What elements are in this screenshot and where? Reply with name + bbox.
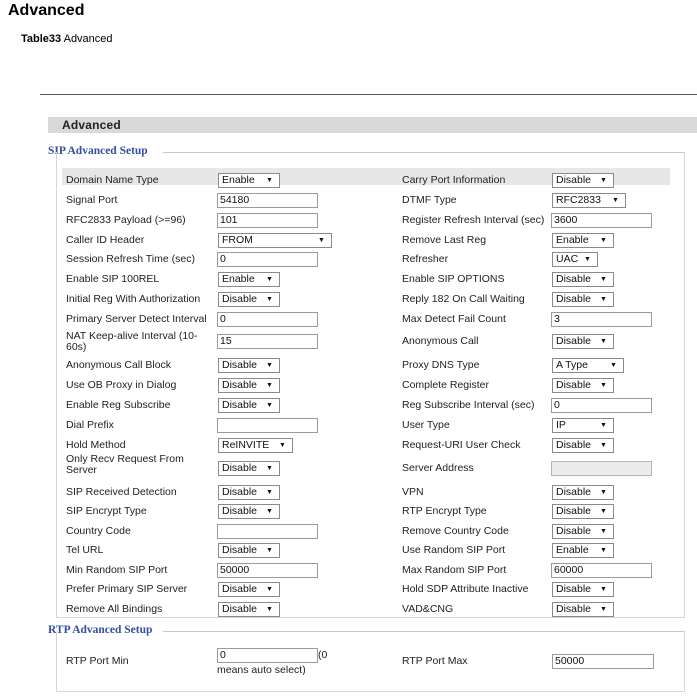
remove-country-code-label: Remove Country Code bbox=[402, 525, 509, 537]
sip-encrypt-type-label: SIP Encrypt Type bbox=[66, 505, 147, 517]
remove-country-code-select[interactable] bbox=[552, 524, 614, 539]
complete-register-select-value: Disable bbox=[556, 379, 592, 391]
remove-country-code-select-value: Disable bbox=[556, 525, 592, 537]
request-uri-user-check-label: Request-URI User Check bbox=[402, 439, 521, 451]
dial-prefix-input[interactable] bbox=[217, 418, 318, 433]
tel-url-label: Tel URL bbox=[66, 544, 104, 556]
use-random-sip-port-select-value: Enable bbox=[556, 544, 589, 556]
sip-received-detection-select[interactable] bbox=[218, 485, 280, 500]
table-caption bbox=[21, 33, 113, 45]
request-uri-user-check-select[interactable] bbox=[552, 438, 614, 453]
rtp-port-max-label: RTP Port Max bbox=[402, 655, 468, 667]
rtp-port-min-input[interactable]: 0 bbox=[217, 648, 318, 663]
user-type-select-value: IP bbox=[556, 419, 566, 431]
primary-server-detect-interval-label: Primary Server Detect Interval bbox=[66, 313, 207, 325]
anonymous-call-label: Anonymous Call bbox=[402, 335, 479, 347]
initial-reg-with-authorization-select[interactable] bbox=[218, 292, 280, 307]
chevron-down-icon: ▼ bbox=[600, 237, 607, 244]
anonymous-call-select[interactable] bbox=[552, 334, 614, 349]
remove-all-bindings-select-value: Disable bbox=[222, 603, 258, 615]
chevron-down-icon: ▼ bbox=[610, 362, 617, 369]
refresher-select[interactable] bbox=[552, 252, 598, 267]
remove-last-reg-select-value: Enable bbox=[556, 234, 589, 246]
max-random-sip-port-label: Max Random SIP Port bbox=[402, 564, 507, 576]
anonymous-call-block-label: Anonymous Call Block bbox=[66, 359, 172, 371]
remove-all-bindings-label: Remove All Bindings bbox=[66, 603, 163, 615]
only-recv-request-from-server-select[interactable] bbox=[218, 461, 280, 476]
sip-received-detection-label: SIP Received Detection bbox=[66, 486, 177, 498]
max-random-sip-port-input[interactable]: 60000 bbox=[551, 563, 652, 578]
caller-id-header-select-value: FROM bbox=[222, 234, 253, 246]
chevron-down-icon: ▼ bbox=[584, 256, 591, 263]
chevron-down-icon: ▼ bbox=[266, 362, 273, 369]
dtmf-type-select-value: RFC2833 bbox=[556, 194, 601, 206]
sip-section-title: SIP Advanced Setup bbox=[48, 145, 148, 157]
chevron-down-icon: ▼ bbox=[266, 276, 273, 283]
initial-reg-with-authorization-select-value: Disable bbox=[222, 293, 258, 305]
use-ob-proxy-in-dialog-select[interactable] bbox=[218, 378, 280, 393]
sip-encrypt-type-select[interactable] bbox=[218, 504, 280, 519]
chevron-down-icon: ▼ bbox=[266, 177, 273, 184]
remove-all-bindings-select[interactable] bbox=[218, 602, 280, 617]
carry-port-information-select[interactable] bbox=[552, 173, 614, 188]
table-caption-number: Table33 bbox=[21, 33, 62, 45]
sip-encrypt-type-select-value: Disable bbox=[222, 505, 258, 517]
enable-sip-100rel-label: Enable SIP 100REL bbox=[66, 273, 160, 285]
sip-received-detection-select-value: Disable bbox=[222, 486, 258, 498]
complete-register-label: Complete Register bbox=[402, 379, 489, 391]
hold-method-select[interactable] bbox=[218, 438, 293, 453]
chevron-down-icon: ▼ bbox=[266, 465, 273, 472]
dtmf-type-label: DTMF Type bbox=[402, 194, 457, 206]
min-random-sip-port-label: Min Random SIP Port bbox=[66, 564, 168, 576]
user-type-label: User Type bbox=[402, 419, 450, 431]
reg-subscribe-interval-sec-label: Reg Subscribe Interval (sec) bbox=[402, 399, 535, 411]
tel-url-select-value: Disable bbox=[222, 544, 258, 556]
chevron-down-icon: ▼ bbox=[600, 606, 607, 613]
prefer-primary-sip-server-label: Prefer Primary SIP Server bbox=[66, 583, 188, 595]
chevron-down-icon: ▼ bbox=[279, 442, 286, 449]
caller-id-header-select[interactable] bbox=[218, 233, 332, 248]
chevron-down-icon: ▼ bbox=[266, 586, 273, 593]
refresher-label: Refresher bbox=[402, 253, 449, 265]
tel-url-select[interactable] bbox=[218, 543, 280, 558]
rtp-port-min-note-a: (0 bbox=[318, 649, 328, 661]
chevron-down-icon: ▼ bbox=[266, 606, 273, 613]
dial-prefix-label: Dial Prefix bbox=[66, 419, 114, 431]
user-type-select[interactable] bbox=[552, 418, 614, 433]
reply-182-on-call-waiting-select-value: Disable bbox=[556, 293, 592, 305]
nat-keep-alive-interval-10-60s-label: NAT Keep-alive Interval (10-60s) bbox=[66, 330, 198, 353]
chevron-down-icon: ▼ bbox=[266, 489, 273, 496]
chevron-down-icon: ▼ bbox=[600, 586, 607, 593]
proxy-dns-type-select-value: A Type bbox=[556, 359, 588, 371]
chevron-down-icon: ▼ bbox=[600, 489, 607, 496]
reg-subscribe-interval-sec-input[interactable]: 0 bbox=[551, 398, 652, 413]
chevron-down-icon: ▼ bbox=[600, 508, 607, 515]
remove-last-reg-label: Remove Last Reg bbox=[402, 234, 487, 246]
chevron-down-icon: ▼ bbox=[266, 547, 273, 554]
session-refresh-time-sec-label: Session Refresh Time (sec) bbox=[66, 253, 195, 265]
max-detect-fail-count-input[interactable]: 3 bbox=[551, 312, 652, 327]
proxy-dns-type-select[interactable] bbox=[552, 358, 624, 373]
panel-header bbox=[48, 117, 697, 133]
chevron-down-icon: ▼ bbox=[600, 276, 607, 283]
server-address-input bbox=[551, 461, 652, 476]
hold-sdp-attribute-inactive-select-value: Disable bbox=[556, 583, 592, 595]
register-refresh-interval-sec-input[interactable]: 3600 bbox=[551, 213, 652, 228]
rtp-port-max-input[interactable]: 50000 bbox=[552, 654, 654, 669]
chevron-down-icon: ▼ bbox=[266, 296, 273, 303]
chevron-down-icon: ▼ bbox=[266, 382, 273, 389]
chevron-down-icon: ▼ bbox=[612, 197, 619, 204]
use-random-sip-port-label: Use Random SIP Port bbox=[402, 544, 506, 556]
horizontal-rule bbox=[40, 94, 697, 95]
vad-cng-select[interactable] bbox=[552, 602, 614, 617]
carry-port-information-select-value: Disable bbox=[556, 174, 592, 186]
enable-sip-options-label: Enable SIP OPTIONS bbox=[402, 273, 505, 285]
anonymous-call-block-select-value: Disable bbox=[222, 359, 258, 371]
chevron-down-icon: ▼ bbox=[600, 338, 607, 345]
max-detect-fail-count-label: Max Detect Fail Count bbox=[402, 313, 506, 325]
domain-name-type-select[interactable] bbox=[218, 173, 280, 188]
carry-port-information-label: Carry Port Information bbox=[402, 174, 506, 186]
rtp-encrypt-type-label: RTP Encrypt Type bbox=[402, 505, 487, 517]
rtp-encrypt-type-select[interactable] bbox=[552, 504, 614, 519]
panel-title: Advanced bbox=[62, 118, 121, 132]
vad-cng-select-value: Disable bbox=[556, 603, 592, 615]
min-random-sip-port-input[interactable]: 50000 bbox=[217, 563, 318, 578]
only-recv-request-from-server-select-value: Disable bbox=[222, 462, 258, 474]
use-ob-proxy-in-dialog-label: Use OB Proxy in Dialog bbox=[66, 379, 177, 391]
nat-keep-alive-interval-10-60s-input[interactable]: 15 bbox=[217, 334, 318, 349]
signal-port-input[interactable]: 54180 bbox=[217, 193, 318, 208]
vpn-select[interactable] bbox=[552, 485, 614, 500]
complete-register-select[interactable] bbox=[552, 378, 614, 393]
chevron-down-icon: ▼ bbox=[318, 237, 325, 244]
use-ob-proxy-in-dialog-select-value: Disable bbox=[222, 379, 258, 391]
country-code-input[interactable] bbox=[217, 524, 318, 539]
only-recv-request-from-server-label: Only Recv Request From Server bbox=[66, 453, 184, 476]
rfc2833-payload-96-input[interactable]: 101 bbox=[217, 213, 318, 228]
initial-reg-with-authorization-label: Initial Reg With Authorization bbox=[66, 293, 201, 305]
enable-reg-subscribe-select-value: Disable bbox=[222, 399, 258, 411]
chevron-down-icon: ▼ bbox=[266, 402, 273, 409]
prefer-primary-sip-server-select-value: Disable bbox=[222, 583, 258, 595]
reply-182-on-call-waiting-label: Reply 182 On Call Waiting bbox=[402, 293, 525, 305]
primary-server-detect-interval-input[interactable]: 0 bbox=[217, 312, 318, 327]
proxy-dns-type-label: Proxy DNS Type bbox=[402, 359, 480, 371]
chevron-down-icon: ▼ bbox=[600, 382, 607, 389]
rfc2833-payload-96-label: RFC2833 Payload (>=96) bbox=[66, 214, 186, 226]
domain-name-type-label: Domain Name Type bbox=[66, 174, 159, 186]
chevron-down-icon: ▼ bbox=[600, 177, 607, 184]
anonymous-call-block-select[interactable] bbox=[218, 358, 280, 373]
enable-reg-subscribe-select[interactable] bbox=[218, 398, 280, 413]
anonymous-call-select-value: Disable bbox=[556, 335, 592, 347]
document-heading: Advanced bbox=[8, 2, 85, 19]
enable-sip-100rel-select[interactable] bbox=[218, 272, 280, 287]
chevron-down-icon: ▼ bbox=[600, 547, 607, 554]
hold-sdp-attribute-inactive-label: Hold SDP Attribute Inactive bbox=[402, 583, 529, 595]
prefer-primary-sip-server-select[interactable] bbox=[218, 582, 280, 597]
session-refresh-time-sec-input[interactable]: 0 bbox=[217, 252, 318, 267]
chevron-down-icon: ▼ bbox=[600, 528, 607, 535]
enable-sip-options-select[interactable] bbox=[552, 272, 614, 287]
chevron-down-icon: ▼ bbox=[600, 422, 607, 429]
table-caption-text: Advanced bbox=[61, 33, 113, 45]
chevron-down-icon: ▼ bbox=[600, 442, 607, 449]
signal-port-label: Signal Port bbox=[66, 194, 118, 206]
chevron-down-icon: ▼ bbox=[266, 508, 273, 515]
vpn-label: VPN bbox=[402, 486, 424, 498]
reply-182-on-call-waiting-select[interactable] bbox=[552, 292, 614, 307]
refresher-select-value: UAC bbox=[556, 253, 579, 265]
enable-reg-subscribe-label: Enable Reg Subscribe bbox=[66, 399, 171, 411]
vpn-select-value: Disable bbox=[556, 486, 592, 498]
caller-id-header-label: Caller ID Header bbox=[66, 234, 145, 246]
enable-sip-options-select-value: Disable bbox=[556, 273, 592, 285]
rtp-port-min-note-b: means auto select) bbox=[217, 664, 306, 676]
dtmf-type-select[interactable] bbox=[552, 193, 626, 208]
rtp-encrypt-type-select-value: Disable bbox=[556, 505, 592, 517]
request-uri-user-check-select-value: Disable bbox=[556, 439, 592, 451]
register-refresh-interval-sec-label: Register Refresh Interval (sec) bbox=[402, 214, 545, 226]
hold-method-label: Hold Method bbox=[66, 439, 126, 451]
server-address-label: Server Address bbox=[402, 462, 474, 474]
hold-method-select-value: ReINVITE bbox=[222, 439, 270, 451]
rtp-port-min-label: RTP Port Min bbox=[66, 655, 129, 667]
vad-cng-label: VAD&CNG bbox=[402, 603, 454, 615]
domain-name-type-select-value: Enable bbox=[222, 174, 255, 186]
remove-last-reg-select[interactable] bbox=[552, 233, 614, 248]
rtp-section-title: RTP Advanced Setup bbox=[48, 624, 153, 636]
hold-sdp-attribute-inactive-select[interactable] bbox=[552, 582, 614, 597]
use-random-sip-port-select[interactable] bbox=[552, 543, 614, 558]
chevron-down-icon: ▼ bbox=[600, 296, 607, 303]
enable-sip-100rel-select-value: Enable bbox=[222, 273, 255, 285]
country-code-label: Country Code bbox=[66, 525, 131, 537]
